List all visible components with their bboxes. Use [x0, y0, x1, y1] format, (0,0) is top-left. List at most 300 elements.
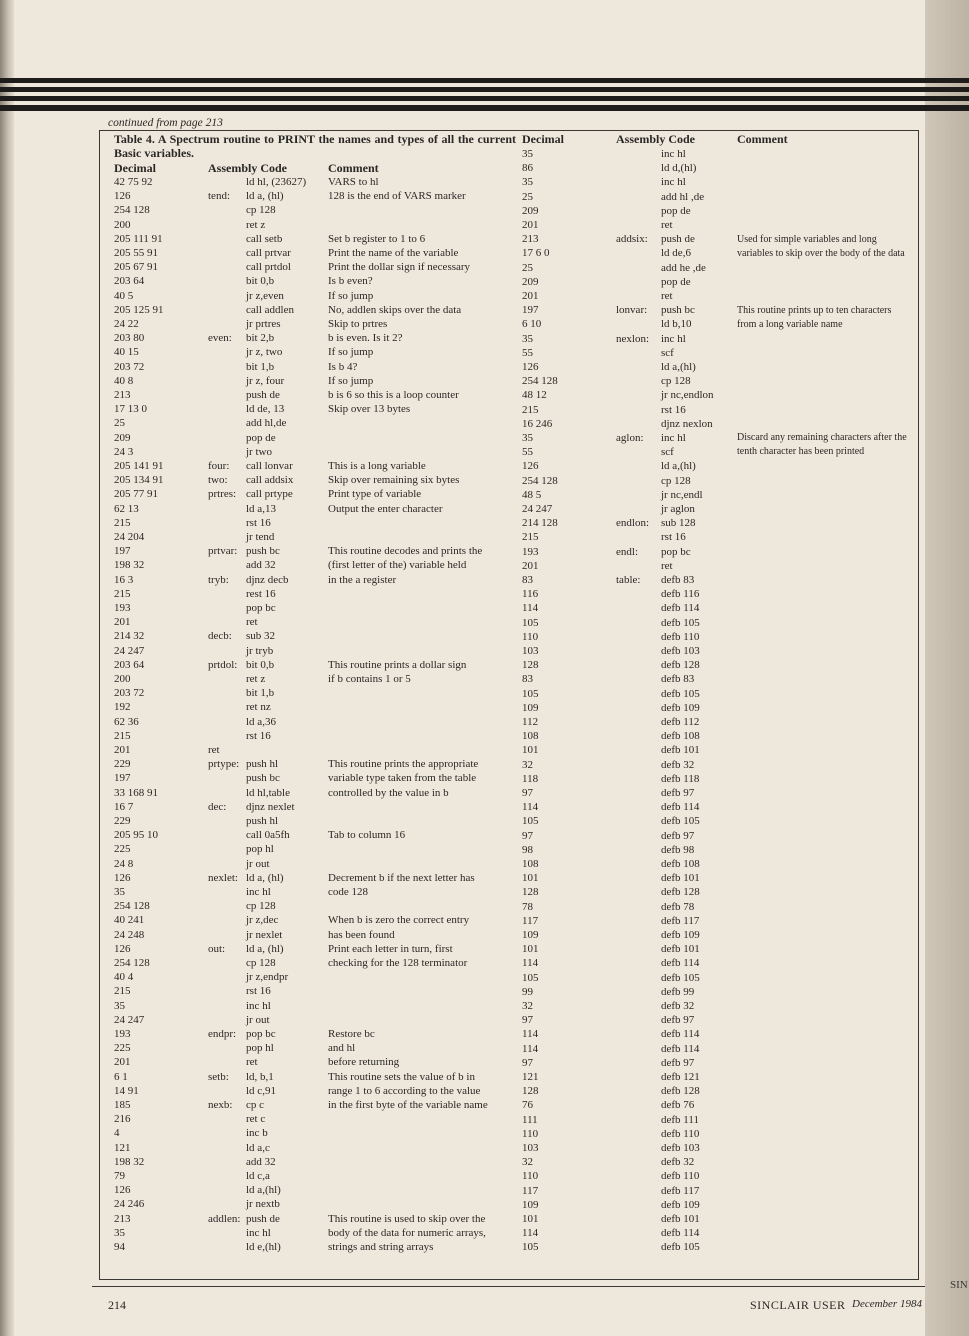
instruction-cell: defb 32 [661, 1000, 695, 1012]
comment-cell: controlled by the value in b [328, 786, 449, 799]
decimal-cell: 32 [522, 1156, 533, 1169]
decimal-cell: 108 [522, 730, 539, 743]
instruction-cell: ld hl, (23627) [246, 176, 307, 188]
instruction-cell: defb 114 [661, 1227, 700, 1240]
decimal-cell: 209 [114, 431, 131, 444]
instruction-cell: bit 0,b [246, 658, 275, 671]
decimal-cell: 24 8 [114, 857, 134, 870]
decimal-cell: 201 [114, 616, 131, 629]
decimal-cell: 109 [522, 929, 539, 941]
label-cell: out: [208, 942, 226, 955]
decimal-cell: 205 67 91 [114, 261, 158, 274]
comment-cell: This routine decodes and prints the [328, 545, 483, 558]
comment-cell: This routine sets the value of b in [328, 1070, 475, 1083]
instruction-cell: defb 83 [661, 673, 695, 686]
decimal-cell: 79 [114, 1170, 125, 1182]
instruction-cell: defb 32 [661, 758, 695, 771]
header-comment-right: Comment [737, 132, 788, 146]
instruction-cell: defb 117 [661, 914, 700, 927]
decimal-cell: 201 [114, 744, 131, 756]
decimal-cell: 40 4 [114, 971, 134, 984]
comment-cell: and hl [328, 1042, 356, 1055]
instruction-cell: ld de, 13 [246, 403, 285, 416]
decimal-cell: 209 [522, 275, 539, 288]
decimal-cell: 62 36 [114, 715, 139, 728]
decimal-cell: 114 [522, 1042, 539, 1055]
instruction-cell: add he ,de [661, 261, 706, 274]
instruction-cell: add 32 [246, 1155, 276, 1168]
instruction-cell: call setb [246, 232, 283, 245]
instruction-cell: jr z,even [246, 289, 284, 302]
label-cell: endl: [616, 545, 638, 558]
decimal-cell: 110 [522, 1127, 539, 1140]
instruction-cell: push de [661, 233, 695, 246]
comment-cell: if b contains 1 or 5 [328, 673, 411, 685]
decimal-cell: 101 [522, 943, 539, 956]
decimal-cell: 24 248 [114, 928, 145, 941]
instruction-cell: defb 103 [661, 1142, 700, 1154]
instruction-cell: defb 32 [661, 1156, 695, 1169]
decimal-cell: 24 247 [114, 1013, 145, 1026]
decimal-cell: 35 [522, 432, 533, 444]
label-cell: tend: [208, 190, 230, 203]
decimal-cell: 118 [522, 772, 539, 785]
instruction-cell: defb 114 [661, 1028, 700, 1041]
instruction-cell: inc hl [661, 148, 686, 160]
decimal-cell: 198 32 [114, 1155, 145, 1168]
decimal-cell: 126 [114, 871, 131, 884]
instruction-cell: defb 111 [661, 1113, 699, 1126]
decimal-cell: 108 [522, 858, 539, 870]
instruction-cell: jr z,endpr [246, 971, 289, 984]
decimal-cell: 254 128 [522, 474, 558, 487]
label-cell: tryb: [208, 573, 229, 586]
decimal-cell: 203 72 [114, 687, 145, 700]
label-cell: prtdol: [208, 658, 238, 671]
decimal-cell: 203 64 [114, 658, 145, 671]
decimal-cell: 25 [114, 417, 125, 430]
instruction-cell: pop de [246, 431, 276, 444]
decimal-cell: 78 [522, 900, 533, 913]
instruction-cell: defb 108 [661, 858, 700, 870]
instruction-cell: rst 16 [246, 516, 271, 529]
decimal-cell: 215 [522, 403, 539, 416]
decimal-cell: 201 [522, 219, 539, 231]
decimal-cell: 126 [522, 460, 539, 473]
decimal-cell: 214 32 [114, 630, 145, 643]
instruction-cell: call lonvar [246, 460, 293, 472]
instruction-cell: call prtdol [246, 261, 291, 274]
page-binding-shadow [0, 0, 14, 1336]
instruction-cell: ret nz [246, 701, 271, 714]
instruction-cell: call 0a5fh [246, 829, 290, 842]
instruction-cell: defb 128 [661, 1085, 700, 1098]
instruction-cell: call addsix [246, 474, 294, 487]
decimal-cell: 40 8 [114, 374, 134, 387]
instruction-cell: ld a,13 [246, 502, 276, 515]
instruction-cell: defb 83 [661, 574, 695, 586]
instruction-cell: defb 110 [661, 1170, 700, 1183]
decimal-cell: 225 [114, 843, 131, 856]
instruction-cell: defb 76 [661, 1099, 695, 1112]
instruction-cell: push de [246, 389, 280, 401]
instruction-cell: defb 97 [661, 787, 695, 799]
decimal-cell: 126 [114, 1184, 131, 1197]
instruction-cell: ld a,(hl) [246, 1184, 281, 1197]
decimal-cell: 25 [522, 261, 533, 274]
decimal-cell: 205 95 10 [114, 829, 158, 842]
decimal-cell: 215 [522, 531, 539, 544]
decimal-cell: 6 10 [522, 318, 542, 331]
decimal-cell: 193 [114, 1028, 131, 1040]
right-comment-lonvar: This routine prints up to ten characters from a long variable name [737, 305, 892, 331]
decimal-cell: 40 15 [114, 346, 139, 359]
instruction-cell: defb 105 [661, 815, 700, 828]
instruction-cell: defb 105 [661, 971, 700, 984]
decimal-cell: 215 [114, 729, 131, 742]
decimal-cell: 40 241 [114, 914, 145, 927]
instruction-cell: defb 114 [661, 957, 700, 970]
decimal-cell: 24 246 [114, 1198, 145, 1211]
instruction-cell: defb 117 [661, 1184, 700, 1197]
label-cell: lonvar: [616, 304, 648, 317]
instruction-cell: defb 105 [661, 1241, 700, 1254]
comment-cell: before returning [328, 1056, 400, 1069]
decimal-cell: 105 [522, 687, 539, 700]
decimal-cell: 105 [522, 971, 539, 984]
instruction-cell: pop bc [246, 602, 276, 614]
instruction-cell: ld e,(hl) [246, 1241, 281, 1253]
decimal-cell: 99 [522, 985, 533, 998]
decimal-cell: 35 [522, 148, 533, 160]
magazine-name: SINCLAIR USER [750, 1298, 846, 1312]
comment-cell: in the a register [328, 573, 397, 586]
decimal-cell: 114 [522, 1227, 539, 1240]
decimal-cell: 213 [114, 389, 131, 401]
decimal-cell: 114 [522, 957, 539, 970]
decimal-cell: 6 1 [114, 1070, 128, 1083]
decimal-cell: 101 [522, 1213, 539, 1225]
instruction-cell: rst 16 [246, 729, 271, 742]
comment-cell: Skip to prtres [328, 318, 388, 330]
instruction-cell: push hl [246, 758, 279, 771]
instruction-cell: defb 105 [661, 687, 700, 700]
instruction-cell: cp 128 [246, 957, 276, 969]
instruction-cell: ret [661, 559, 673, 572]
instruction-cell: defb 116 [661, 588, 700, 601]
decimal-cell: 205 134 91 [114, 474, 164, 487]
instruction-cell: defb 97 [661, 1014, 695, 1027]
label-cell: endlon: [616, 517, 649, 530]
instruction-cell: call addlen [246, 303, 294, 316]
decimal-cell: 225 [114, 1042, 131, 1055]
instruction-cell: defb 98 [661, 843, 695, 856]
decimal-cell: 114 [522, 801, 539, 814]
comment-cell: This routine prints a dollar sign [328, 658, 467, 671]
instruction-cell: call prtvar [246, 247, 291, 259]
instruction-cell: bit 1,b [246, 360, 275, 373]
decimal-cell: 97 [522, 1014, 533, 1027]
instruction-cell: ret c [246, 1113, 266, 1126]
instruction-cell: jr prtres [246, 318, 281, 330]
decimal-cell: 121 [114, 1141, 131, 1154]
instruction-cell: ld hl,table [246, 786, 290, 799]
decimal-cell: 203 72 [114, 360, 145, 373]
label-cell: ret [208, 744, 220, 756]
instruction-cell: ld c,91 [246, 1084, 276, 1097]
issue-date: December 1984 [852, 1298, 922, 1310]
instruction-cell: jr tryb [246, 644, 274, 657]
decimal-cell: 216 [114, 1113, 131, 1126]
decimal-cell: 62 13 [114, 502, 139, 515]
decimal-cell: 24 247 [522, 503, 553, 515]
label-cell: prtres: [208, 488, 237, 501]
decimal-cell: 200 [114, 673, 131, 685]
right-comment-addsix: Used for simple variables and long variables to skip over the body of the data [737, 234, 905, 260]
comment-cell: Set b register to 1 to 6 [328, 232, 426, 245]
decimal-cell: 213 [114, 1212, 131, 1225]
instruction-cell: ld a, (hl) [246, 942, 284, 955]
comment-cell: range 1 to 6 according to the value [328, 1084, 481, 1097]
label-cell: nexlon: [616, 332, 649, 345]
instruction-cell: defb 101 [661, 872, 700, 885]
instruction-cell: jr nc,endl [661, 488, 703, 501]
instruction-cell: scf [661, 346, 674, 359]
decimal-cell: 14 91 [114, 1084, 139, 1097]
comment-cell: VARS to hl [328, 176, 379, 188]
decimal-cell: 109 [522, 1198, 539, 1211]
label-cell: table: [616, 574, 641, 586]
instruction-cell: cp 128 [246, 900, 276, 913]
decimal-cell: 103 [522, 1142, 539, 1154]
instruction-cell: jr z, four [246, 374, 285, 387]
comment-cell: Is b even? [328, 275, 373, 288]
instruction-cell: sub 128 [661, 517, 696, 530]
instruction-cell: defb 97 [661, 829, 695, 842]
decimal-cell: 192 [114, 701, 131, 714]
instruction-cell: jr z, two [246, 346, 283, 359]
label-cell: two: [208, 474, 228, 487]
label-cell: addlen: [208, 1212, 241, 1225]
decimal-cell: 4 [114, 1127, 120, 1140]
instruction-cell: ret [246, 616, 258, 629]
label-cell: prtype: [208, 758, 240, 771]
instruction-cell: pop bc [661, 545, 691, 558]
instruction-cell: defb 109 [661, 929, 700, 941]
instruction-cell: jr tend [246, 531, 275, 543]
instruction-cell: defb 114 [661, 801, 700, 814]
instruction-cell: defb 128 [661, 659, 700, 672]
decimal-cell: 16 246 [522, 417, 553, 430]
instruction-cell: inc hl [661, 176, 686, 189]
instruction-cell: ld a,(hl) [661, 361, 696, 373]
label-cell: nexlet: [208, 871, 238, 884]
next-page-edge-text: SIN [950, 1279, 968, 1291]
decimal-cell: 109 [522, 701, 539, 714]
comment-cell: Output the enter character [328, 502, 443, 515]
instruction-cell: ret z [246, 218, 266, 231]
decimal-cell: 121 [522, 1071, 539, 1083]
instruction-cell: cp c [246, 1099, 265, 1111]
decimal-cell: 110 [522, 630, 539, 643]
instruction-cell: scf [661, 446, 674, 459]
instruction-cell: defb 109 [661, 1198, 700, 1211]
comment-cell: No, addlen skips over the data [328, 303, 462, 316]
decimal-cell: 48 5 [522, 488, 542, 501]
instruction-cell: add 32 [246, 559, 276, 572]
decimal-cell: 32 [522, 758, 533, 771]
instruction-cell: defb 118 [661, 772, 700, 785]
instruction-cell: jr nc,endlon [661, 389, 714, 402]
instruction-cell: ld a,c [246, 1141, 270, 1154]
instruction-cell: bit 0,b [246, 275, 275, 288]
comment-cell: If so jump [328, 289, 374, 302]
instruction-cell: ld a,36 [246, 715, 276, 728]
comment-cell: Tab to column 16 [328, 829, 406, 842]
comment-cell: Print type of variable [328, 488, 422, 501]
instruction-cell: cp 128 [661, 375, 691, 388]
decimal-cell: 117 [522, 1184, 539, 1197]
decimal-cell: 128 [522, 659, 539, 672]
label-cell: endpr: [208, 1028, 237, 1040]
decimal-cell: 24 22 [114, 318, 139, 330]
decimal-cell: 86 [522, 162, 533, 175]
label-cell: decb: [208, 630, 232, 643]
comment-cell: variable type taken from the table [328, 772, 477, 785]
instruction-cell: ld b,10 [661, 318, 692, 331]
decimal-cell: 203 80 [114, 332, 145, 345]
label-cell: aglon: [616, 432, 644, 444]
decimal-cell: 254 128 [114, 957, 150, 969]
instruction-cell: bit 1,b [246, 687, 275, 700]
decimal-cell: 201 [522, 559, 539, 572]
decimal-cell: 254 128 [522, 375, 558, 388]
decimal-cell: 111 [522, 1113, 538, 1126]
decimal-cell: 205 125 91 [114, 303, 164, 316]
instruction-cell: djnz decb [246, 573, 289, 586]
instruction-cell: inc hl [246, 999, 271, 1012]
instruction-cell: defb 78 [661, 900, 695, 913]
header-assembly-left: Assembly Code [208, 161, 288, 175]
decimal-cell: 83 [522, 673, 533, 686]
decimal-cell: 198 32 [114, 559, 145, 572]
decimal-cell: 97 [522, 829, 533, 842]
decimal-cell: 35 [114, 999, 125, 1012]
instruction-cell: inc hl [246, 1226, 271, 1239]
instruction-cell: defb 105 [661, 616, 700, 629]
decimal-cell: 201 [522, 290, 539, 302]
instruction-cell: defb 128 [661, 886, 700, 899]
decimal-cell: 24 3 [114, 445, 134, 458]
instruction-cell: djnz nexlon [661, 417, 713, 430]
footer-rule [92, 1286, 925, 1287]
decimal-cell: 185 [114, 1099, 131, 1111]
instruction-cell: inc b [246, 1127, 268, 1140]
instruction-cell: defb 108 [661, 730, 700, 743]
instruction-cell: djnz nexlet [246, 800, 295, 813]
decimal-cell: 16 7 [114, 800, 134, 813]
comment-cell: This is a long variable [328, 460, 426, 472]
decimal-cell: 40 5 [114, 289, 134, 302]
instruction-cell: push bc [246, 772, 280, 785]
decimal-cell: 76 [522, 1099, 533, 1112]
decimal-cell: 17 6 0 [522, 247, 550, 260]
instruction-cell: push de [246, 1212, 280, 1225]
instruction-cell: defb 112 [661, 716, 700, 728]
comment-cell: (first letter of the) variable held [328, 559, 467, 572]
instruction-cell: ld a,(hl) [661, 460, 696, 473]
decimal-cell: 105 [522, 815, 539, 828]
instruction-cell: ret [246, 1056, 258, 1069]
decimal-cell: 200 [114, 218, 131, 231]
decimal-cell: 17 13 0 [114, 403, 147, 416]
instruction-cell: defb 109 [661, 701, 700, 714]
decimal-cell: 94 [114, 1241, 125, 1253]
comment-cell: Print the name of the variable [328, 247, 459, 259]
decimal-cell: 101 [522, 872, 539, 885]
instruction-cell: push bc [246, 545, 280, 558]
instruction-cell: defb 121 [661, 1071, 700, 1083]
decimal-cell: 215 [114, 516, 131, 529]
instruction-cell: inc hl [246, 886, 271, 898]
decimal-cell: 55 [522, 446, 533, 459]
label-cell: setb: [208, 1070, 229, 1083]
decimal-cell: 117 [522, 914, 539, 927]
decimal-cell: 35 [522, 176, 533, 189]
instruction-cell: add hl ,de [661, 190, 705, 203]
decimal-cell: 205 141 91 [114, 460, 164, 472]
decimal-cell: 112 [522, 716, 539, 728]
instruction-cell: defb 114 [661, 602, 700, 615]
instruction-cell: jr aglon [661, 503, 695, 515]
decimal-cell: 97 [522, 787, 533, 799]
instruction-cell: push bc [661, 304, 695, 317]
comment-cell: Print each letter in turn, first [328, 942, 453, 955]
decimal-cell: 35 [114, 1226, 125, 1239]
instruction-cell: add hl,de [246, 417, 287, 430]
instruction-cell: inc hl [661, 432, 686, 444]
page-number: 214 [108, 1298, 126, 1312]
header-assembly-right: Assembly Code [616, 132, 696, 146]
decimal-cell: 16 3 [114, 573, 134, 586]
decimal-cell: 98 [522, 843, 533, 856]
decimal-cell: 213 [522, 233, 539, 246]
instruction-cell: pop hl [246, 1042, 274, 1055]
comment-cell: 128 is the end of VARS marker [328, 190, 466, 203]
decimal-cell: 229 [114, 815, 131, 827]
decimal-cell: 193 [522, 545, 539, 558]
instruction-cell: rst 16 [661, 403, 686, 416]
decimal-cell: 126 [114, 190, 131, 203]
instruction-cell: ld c,a [246, 1170, 270, 1182]
decimal-cell: 209 [522, 204, 539, 217]
decimal-cell: 205 77 91 [114, 488, 158, 501]
decimal-cell: 103 [522, 645, 539, 657]
decimal-cell: 126 [522, 361, 539, 373]
instruction-cell: defb 97 [661, 1056, 695, 1069]
decimal-cell: 35 [114, 886, 125, 898]
decimal-cell: 205 111 91 [114, 232, 163, 245]
decimal-cell: 214 128 [522, 517, 558, 530]
comment-cell: Print the dollar sign if necessary [328, 261, 471, 274]
decimal-cell: 229 [114, 758, 131, 771]
label-cell: prtvar: [208, 545, 238, 558]
comment-cell: in the first byte of the variable name [328, 1099, 488, 1111]
decimal-cell: 205 55 91 [114, 247, 158, 259]
instruction-cell: defb 110 [661, 630, 700, 643]
comment-cell: Skip over remaining six bytes [328, 474, 460, 487]
comment-cell: body of the data for numeric arrays, [328, 1226, 486, 1239]
